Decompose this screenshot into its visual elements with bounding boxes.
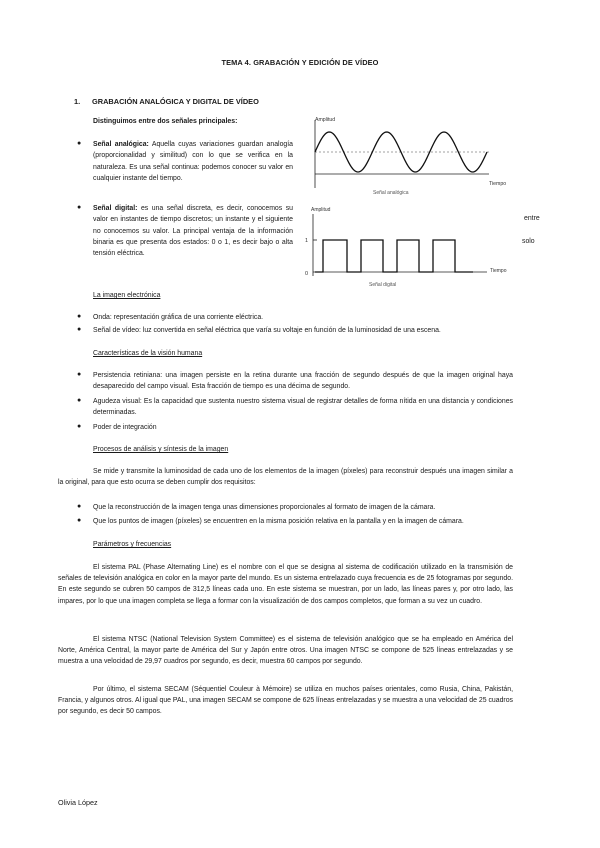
heading-vision-humana: Características de la visión humana xyxy=(93,350,203,357)
bullet-marker: ● xyxy=(77,397,82,404)
analog-caption: Señal analógica xyxy=(373,190,409,196)
digital-signal-figure xyxy=(303,202,513,290)
analog-signal-figure xyxy=(305,112,515,204)
heading-imagen-electronica: La imagen electrónica xyxy=(93,292,161,299)
section-title xyxy=(74,97,259,106)
digital-text: es una señal discreta, es decir, conocemos su valor en instantes de tiempo discretos; un instante y el siguiente no conocemos su valor. La principal ventaja de la información binaria es que presenta dos estados: 0 o 1, es decir bajo o alta tensión eléctrica. xyxy=(93,205,293,258)
list-item: Señal de vídeo: luz convertida en señal eléctrica que varía su voltaje en función de la luminosidad de una escena. xyxy=(93,327,441,334)
bullet-marker: ● xyxy=(77,517,82,524)
heading-procesos: Procesos de análisis y síntesis de la imagen xyxy=(93,446,229,453)
list-item: Poder de integración xyxy=(93,424,157,431)
list-item: Persistencia retiniana: una imagen persiste en la retina durante una fracción de segundo después de que la imagen original haya desaparecido del campo visual. Esta fracción de tiempo es una décima de segundo. xyxy=(93,372,513,391)
page-header: TEMA 4. GRABACIÓN Y EDICIÓN DE VÍDEO xyxy=(221,58,379,67)
ntsc-paragraph: El sistema NTSC (National Television System Committee) es el sistema de televisión analógico que se ha empleado en América del Norte, América Central, la mayor parte de América del Sur y Japón entre otros. Una imagen NTSC se compone de 525 líneas entrelazadas y se muestra a una velocidad de 29,97 cuadros por segundo, es decir, muestra 60 campos por segundo. xyxy=(58,636,513,666)
analog-term: Señal analógica: xyxy=(93,141,149,148)
page-footer-author: Olivia López xyxy=(58,798,98,807)
square-wave xyxy=(315,240,473,272)
analog-ylabel: Amplitud xyxy=(315,117,336,123)
list-item: Onda: representación gráfica de una corriente eléctrica. xyxy=(93,314,264,321)
bullet-marker: ● xyxy=(77,423,82,430)
analog-definition xyxy=(93,139,293,184)
list-item: Que los puntos de imagen (píxeles) se encuentren en la misma posición relativa en la pantalla y en la imagen de cámara. xyxy=(93,518,464,525)
bullet-marker: ● xyxy=(77,204,82,211)
pal-paragraph: El sistema PAL (Phase Alternating Line) es el nombre con el que se designa al sistema de codificación utilizado en la transmisión de señales de televisión analógica en color en la mayor parte del mundo. Es un sistema entrelazado cuya frecuencia es de 25 fotogramas por segundo. En este segundo se cubren 50 campos de 312,5 líneas cada uno. En este sistema se muestran, por un lado, las líneas pares y, por otro lado, las impares, por lo que una imagen completa se llega a formar con la visualización de dos campos completos, que forman a su vez un cuadro. xyxy=(58,564,513,605)
digital-level-one: 1 xyxy=(305,238,309,244)
text-fragment-solo: solo xyxy=(522,238,535,245)
text-fragment-entre: entre xyxy=(524,215,540,222)
digital-ylabel: Amplitud xyxy=(311,207,331,213)
bullet-marker: ● xyxy=(77,371,82,378)
section-number: 1. xyxy=(74,97,81,106)
bullet-marker: ● xyxy=(77,140,82,147)
secam-paragraph: Por último, el sistema SECAM (Séquentiel Couleur à Mémoire) se utiliza en muchos países orientales, como Rusia, China, Pakistán, Francia, y algunos otros. Al igual que PAL, una imagen SECAM se compone de 625 líneas entrelazadas y se muestra a una velocidad de 25 cuadros por segundo, es decir 50 campos. xyxy=(58,686,513,716)
heading-parametros: Parámetros y frecuencias xyxy=(93,541,172,548)
digital-xlabel: Tiempo xyxy=(490,268,507,274)
bullet-marker: ● xyxy=(77,503,82,510)
procesos-paragraph: Se mide y transmite la luminosidad de cada uno de los elementos de la imagen (píxeles) para reconstruir después una imagen similar a la original, para que esto ocurra se deben cumplir dos requisitos: xyxy=(58,468,513,487)
list-item: Agudeza visual: Es la capacidad que sustenta nuestro sistema visual de registrar detalles de forma nítida en una distancia y condiciones determinadas. xyxy=(93,398,513,417)
list-item: Que la reconstrucción de la imagen tenga unas dimensiones proporcionales al formato de imagen de la cámara. xyxy=(93,504,436,511)
digital-definition xyxy=(93,203,293,259)
digital-term: Señal digital: xyxy=(93,205,138,212)
bullet-marker: ● xyxy=(77,313,82,320)
section-title-text: GRABACIÓN ANALÓGICA Y DIGITAL DE VÍDEO xyxy=(92,97,259,106)
analog-text: Aquella cuyas variaciones guardan analogía (proporcionalidad y similitud) con lo que se verifica en la naturaleza. Es una señal continua: podemos conocer su valor en cualquier instante del tiempo. xyxy=(93,141,293,182)
intro-text: Distinguimos entre dos señales principales: xyxy=(93,118,238,125)
digital-level-zero: 0 xyxy=(305,271,309,277)
bullet-marker: ● xyxy=(77,326,82,333)
analog-xlabel: Tiempo xyxy=(489,181,507,187)
digital-caption: Señal digital xyxy=(369,282,397,288)
